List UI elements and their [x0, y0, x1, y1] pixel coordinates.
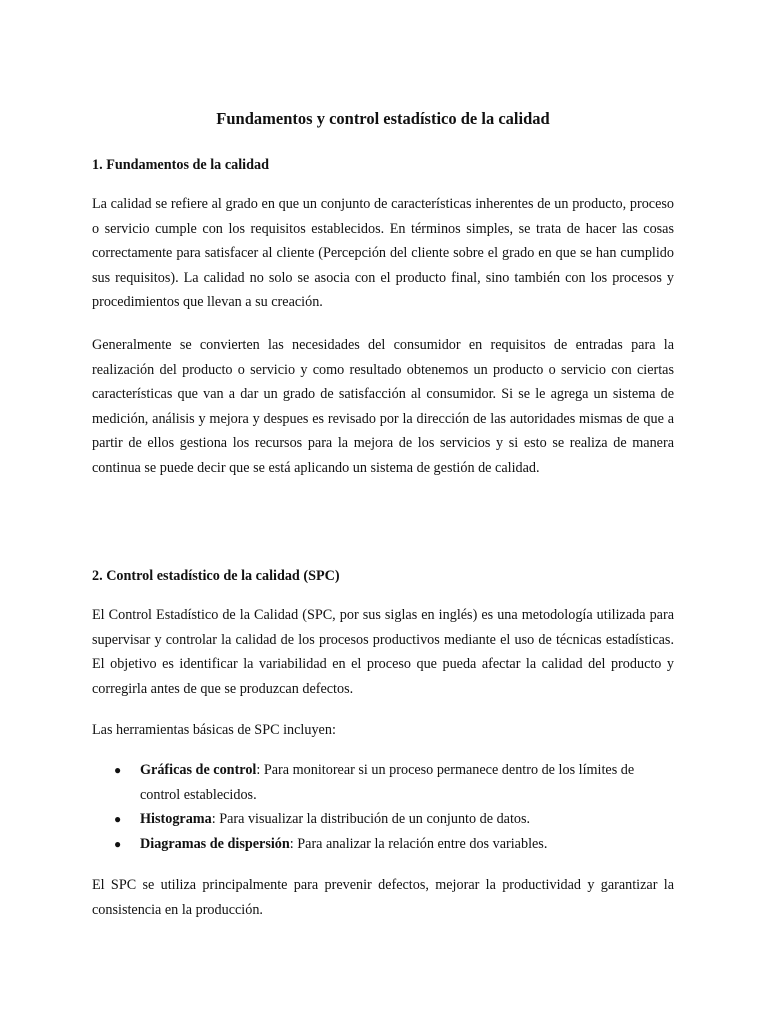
paragraph-definicion-calidad: La calidad se refiere al grado en que un conjunto de características inherentes de un producto, proceso o servicio cumple con los requisitos establecidos. En términos simples, se trata de hacer las cosas correctamente para satisfacer al cliente (Percepción del cliente sobre el grado en que se han cumplido sus requisitos). La calidad no solo se asocia con el producto final, sino también con los procesos y procedimientos que llevan a su creación. [92, 196, 674, 310]
list-item [92, 807, 674, 832]
section-heading-fundamentos: 1. Fundamentos de la calidad [92, 157, 269, 173]
tool-description: : Para monitorear si un proceso permanece dentro de los límites de control establecidos. [140, 762, 635, 803]
tool-description: : Para visualizar la distribución de un conjunto de datos. [211, 811, 531, 827]
paragraph-sistema-gestion: Generalmente se convierten las necesidades del consumidor en requisitos de entradas para la realización del producto o servicio y como resultado obtenemos un producto o servicio con ciertas características que van a dar un grado de satisfacción al consumidor. Si se le agrega un sistema de medición, análisis y mejora y despues es revisado por la dirección de las autoridades mismas de que a partir de ellos gestiona los recursos para la mejora de los servicios y si esto se realiza de manera continua se puede decir que se está aplicando un sistema de gestión de calidad. [92, 337, 674, 476]
bullet-icon: ● [114, 836, 122, 851]
bullet-icon: ● [114, 812, 122, 826]
paragraph-herramientas-intro: Las herramientas básicas de SPC incluyen: [92, 722, 336, 738]
tool-description: : Para analizar la relación entre dos variables. [289, 835, 548, 852]
paragraph-spc-definicion: El Control Estadístico de la Calidad (SPC, por sus siglas en inglés) es una metodología utilizada para supervisar y controlar la calidad de los procesos productivos mediante el uso de técnicas estadísticas. El objetivo es identificar la variabilidad en el proceso que pueda afectar la calidad del producto y corregirla antes de que se produzcan defectos. [92, 607, 674, 697]
tool-term: Diagramas de dispersión [140, 835, 290, 852]
tool-term: Histograma [140, 811, 212, 827]
list-item [92, 832, 674, 857]
spc-tools-list [92, 758, 674, 856]
document-title: Fundamentos y control estadístico de la calidad [216, 109, 550, 128]
paragraph-spc-conclusion: El SPC se utiliza principalmente para prevenir defectos, mejorar la productividad y garantizar la consistencia en la producción. [92, 877, 674, 918]
tool-term: Gráficas de control [140, 762, 257, 778]
bullet-icon: ● [114, 763, 122, 777]
list-item [92, 758, 674, 807]
section-heading-spc: 2. Control estadístico de la calidad (SPC) [92, 568, 340, 584]
